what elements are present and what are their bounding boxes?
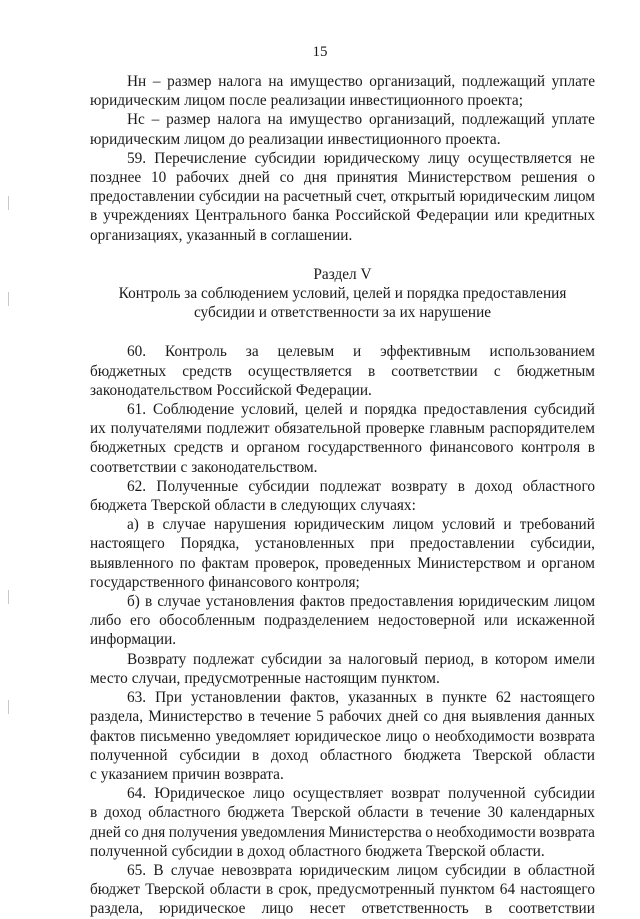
text-line: дней со дня получения уведомления Министерства о необходимости возврата <box>90 823 595 841</box>
paragraph <box>90 400 595 477</box>
paragraph <box>90 688 595 784</box>
text-line: с указанием причин возврата. <box>90 765 284 783</box>
text-line: место случаи, предусмотренные настоящим пунктом. <box>90 669 440 687</box>
text-line: юридическим лицом до реализации инвестиционного проекта. <box>90 130 501 148</box>
section-gap <box>90 322 595 342</box>
paragraph <box>90 650 595 688</box>
heading-line: Раздел V <box>313 265 372 283</box>
text-line: бюджет Тверской области в срок, предусмотренный пунктом 64 настоящего <box>90 881 595 899</box>
text-line: в доход областного бюджета Тверской области в течение 30 календарных <box>90 804 595 822</box>
text-line: 64. Юридическое лицо осуществляет возврат полученной субсидии <box>127 785 595 803</box>
document-body <box>90 72 595 919</box>
text-line: раздела, Министерство в течение 5 рабочих дней со дня выявления данных <box>90 708 595 726</box>
text-line: предоставлении субсидии на расчетный счет, открытый юридическим лицом <box>90 188 595 206</box>
text-line: организациях, указанный в соглашении. <box>90 226 353 244</box>
text-line: Нн – размер налога на имущество организаций, подлежащий уплате <box>127 73 595 90</box>
paragraph <box>90 342 595 400</box>
text-line: 61. Соблюдение условий, целей и порядка предоставления субсидий <box>127 401 595 419</box>
section-gap <box>90 245 595 265</box>
text-line: государственного финансового контроля; <box>90 573 360 591</box>
margin-scan-mark <box>8 700 9 714</box>
text-line: полученной субсидии в доход областного бюджета Тверской области <box>90 746 595 764</box>
text-line: бюджета Тверской области в следующих случаях: <box>90 497 416 515</box>
paragraph <box>90 592 595 650</box>
paragraph <box>90 149 595 245</box>
section-heading <box>90 265 595 323</box>
text-line: настоящего Порядка, установленных при предоставлении субсидии, <box>90 535 595 553</box>
paragraph <box>90 72 595 110</box>
paragraph <box>90 861 595 919</box>
margin-scan-mark <box>8 590 9 604</box>
page-number: 15 <box>312 44 328 60</box>
text-line: позднее 10 рабочих дней со дня принятия Министерством решения о <box>90 169 595 187</box>
margin-scan-mark <box>8 292 9 306</box>
paragraph <box>90 784 595 861</box>
text-line: юридическим лицом после реализации инвестиционного проекта; <box>90 92 523 110</box>
text-line: раздела, юридическое лицо несет ответственность в соответствии <box>90 900 595 918</box>
text-line: выявленного по фактам проверок, проведенных Министерством и органом <box>90 554 595 572</box>
text-line: информации. <box>90 631 177 649</box>
paragraph <box>90 110 595 148</box>
text-line: 59. Перечисление субсидии юридическому лицу осуществляется не <box>127 149 595 167</box>
text-line: в учреждениях Центрального банка Российской Федерации или кредитных <box>90 207 595 225</box>
text-line: Возврату подлежат субсидии за налоговый период, в котором имели <box>127 650 595 668</box>
paragraph <box>90 515 595 592</box>
text-line: Нс – размер налога на имущество организаций, подлежащий уплате <box>127 111 595 129</box>
text-line: полученной субсидии в доход областного бюджета Тверской области. <box>90 842 545 860</box>
text-line: фактов письменно уведомляет юридическое лицо о необходимости возврата <box>90 727 595 745</box>
text-line: бюджетных средств осуществляется в соответствии с бюджетным <box>90 362 595 380</box>
margin-scan-mark <box>8 196 9 210</box>
text-line: б) в случае установления фактов предоставления юридическим лицом <box>127 593 595 611</box>
text-line: а) в случае нарушения юридическим лицом условий и требований <box>127 516 595 534</box>
text-line: бюджетных средств и органом государственного финансового контроля в <box>90 439 595 457</box>
text-line: 63. При установлении фактов, указанных в пункте 62 настоящего <box>127 689 595 707</box>
heading-line: Контроль за соблюдением условий, целей и порядка предоставления <box>118 285 567 303</box>
text-line: 62. Полученные субсидии подлежат возврату в доход областного <box>127 477 595 495</box>
text-line: законодательством Российской Федерации. <box>90 381 372 399</box>
text-line: соответствии с законодательством. <box>90 458 318 476</box>
heading-line: субсидии и ответственности за их нарушение <box>193 304 492 322</box>
paragraph <box>90 477 595 515</box>
text-line: 60. Контроль за целевым и эффективным использованием <box>127 343 595 361</box>
text-line: либо его обособленным подразделением недостоверной или искаженной <box>90 612 595 630</box>
text-line: их получателями подлежит обязательной проверке главным распорядителем <box>90 420 595 438</box>
text-line: 65. В случае невозврата юридическим лицом субсидии в областной <box>127 861 595 879</box>
